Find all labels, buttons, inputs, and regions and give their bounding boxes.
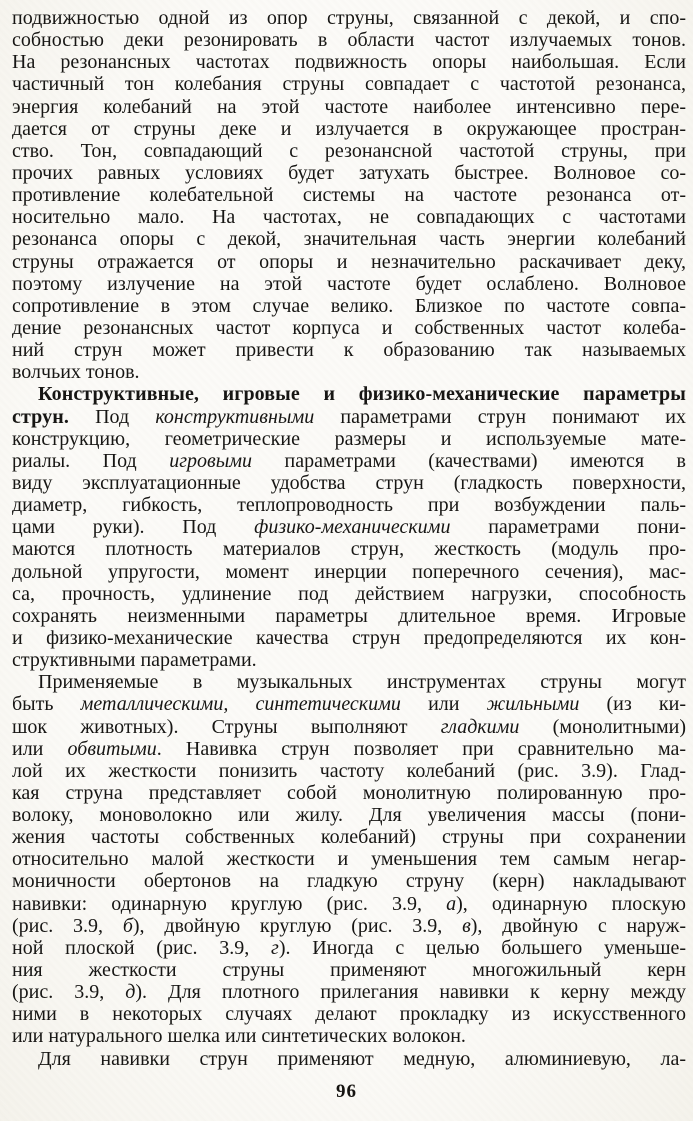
body-text: ними в некоторых случаях делают прокладку из искусственного xyxy=(12,1003,686,1026)
body-text: дение резонансных частот корпуса и собственных частот колеба- xyxy=(12,316,686,339)
italic-text: физико-механическими xyxy=(254,516,451,539)
body-text: подвижностью одной из опор струны, связанной с декой, и спо- xyxy=(12,7,686,29)
italic-text: обвитыми xyxy=(67,737,157,760)
text-line xyxy=(12,981,686,1003)
body-text: ). Для плотного прилегания навивки к керну между xyxy=(135,981,686,1004)
italic-text: д xyxy=(125,981,136,1004)
body-text: ной плоской (рис. 3.9, xyxy=(12,936,271,959)
italic-text: а xyxy=(446,892,457,915)
text-line xyxy=(12,561,686,583)
body-text: быть xyxy=(12,693,81,716)
text-line xyxy=(12,870,686,892)
text-line xyxy=(12,450,686,472)
body-text: Для навивки струн применяют медную, алюминиевую, ла- xyxy=(38,1047,686,1070)
italic-text: игровыми xyxy=(169,449,253,472)
body-text: (монолитными) xyxy=(519,715,687,738)
page-number: 96 xyxy=(336,1081,357,1102)
text-line xyxy=(12,184,686,206)
body-text: сохранять неизменными параметры длительное время. Игровые xyxy=(12,604,686,627)
text-line xyxy=(12,51,686,73)
text-line xyxy=(12,228,686,250)
italic-text: в xyxy=(462,914,471,937)
italic-text: металлическими, синтетическими xyxy=(80,693,401,716)
text-line xyxy=(12,693,686,715)
text-line xyxy=(12,383,686,405)
text-line xyxy=(12,206,686,228)
text-line xyxy=(12,295,686,317)
text-line xyxy=(12,649,686,671)
body-text: частичный тон колебания струны совпадает с частотой резонанса, xyxy=(12,73,686,96)
text-line xyxy=(12,361,686,383)
text-line xyxy=(12,804,686,826)
body-text: ), двойную круглую (рис. 3.9, xyxy=(132,914,463,937)
text-line xyxy=(12,915,686,937)
bold-text: Конструктивные, игровые и физико-механические параметры xyxy=(38,383,686,406)
body-text: (рис. 3.9, xyxy=(12,914,123,937)
body-text: навивки: одинарную круглую (рис. 3.9, xyxy=(12,892,447,915)
body-text: . Навивка струн позволяет при сравнительно ма- xyxy=(156,737,687,760)
text-line xyxy=(12,893,686,915)
text-line xyxy=(12,118,686,140)
body-text: параметрами струн понимают их xyxy=(314,405,687,428)
body-text: На резонансных частотах подвижность опоры наибольшая. Если xyxy=(12,51,686,74)
text-line xyxy=(12,7,686,29)
body-text: диаметр, гибкость, теплопроводность при возбуждении паль- xyxy=(12,494,686,517)
body-text: струны отражается от опоры и незначительно раскачивает деку, xyxy=(12,250,686,273)
italic-text: конструктивными xyxy=(155,405,315,428)
text-line xyxy=(12,406,686,428)
text-line xyxy=(12,29,686,51)
body-text: лой их жесткости понизить частоту колебаний (рис. 3.9). Глад- xyxy=(12,759,686,782)
body-text: кая струна представляет собой монолитную полированную про- xyxy=(12,781,686,804)
body-text: Под xyxy=(68,405,156,428)
body-text: (из ки- xyxy=(579,693,687,716)
text-line xyxy=(12,516,686,538)
body-text: или xyxy=(400,693,487,716)
body-text: дается от струны деке и излучается в окружающее простран- xyxy=(12,117,686,140)
body-text: поэтому излучение на этой частоте будет ослаблено. Волновое xyxy=(12,272,686,295)
text-line xyxy=(12,317,686,339)
text-line xyxy=(12,671,686,693)
italic-text: б xyxy=(122,914,133,937)
italic-text: гладкими xyxy=(440,715,520,738)
body-text: са, прочность, удлинение под действием нагрузки, способность xyxy=(12,582,686,605)
body-text: моничности обертонов на гладкую струну (керн) накладывают xyxy=(12,870,686,893)
text-line xyxy=(12,937,686,959)
text-line xyxy=(12,738,686,760)
text-line xyxy=(12,627,686,649)
text-line xyxy=(12,140,686,162)
text-line xyxy=(12,782,686,804)
body-text: резонанса опоры с декой, значительная часть энергии колебаний xyxy=(12,228,686,251)
body-text: относительно малой жесткости и уменьшения тем самым негар- xyxy=(12,848,686,871)
text-line xyxy=(12,760,686,782)
body-text: прочих равных условиях будет затухать быстрее. Волновое со- xyxy=(12,161,686,184)
body-text: волчьих тонов. xyxy=(12,361,140,384)
text-line xyxy=(12,494,686,516)
body-text: противление колебательной системы на частоте резонанса от- xyxy=(12,184,686,207)
body-text: собностью деки резонировать в области частот излучаемых тонов. xyxy=(12,29,686,52)
body-text: ), двойную с наруж- xyxy=(470,914,687,937)
text-line xyxy=(12,339,686,361)
text-line xyxy=(12,826,686,848)
body-text: ), одинарную плоскую xyxy=(456,892,687,915)
body-text: дольной упругости, момент инерции поперечного сечения), мас- xyxy=(12,560,686,583)
text-line xyxy=(12,428,686,450)
body-text: ний струн может привести к образованию так называемых xyxy=(12,339,686,362)
italic-text: г xyxy=(271,936,279,959)
text-line xyxy=(12,959,686,981)
body-text: ). Иногда с целью большего уменьше- xyxy=(278,936,687,959)
body-text: волоку, моноволокно или жилу. Для увеличения массы (пони- xyxy=(12,804,686,827)
text-line xyxy=(12,162,686,184)
body-text: Применяемые в музыкальных инструментах струны могут xyxy=(38,671,686,694)
text-line xyxy=(12,716,686,738)
text-line xyxy=(12,1003,686,1025)
text-line xyxy=(12,73,686,95)
body-text: параметрами пони- xyxy=(450,516,686,539)
text-line xyxy=(12,848,686,870)
body-text: энергия колебаний на этой частоте наиболее интенсивно пере- xyxy=(12,95,686,118)
body-text: шок животных). Струны выполняют xyxy=(12,715,441,738)
text-line xyxy=(12,96,686,118)
text-line xyxy=(12,538,686,560)
text-line xyxy=(12,1025,686,1047)
body-text: и физико-механические качества струн предопределяются их кон- xyxy=(12,626,686,649)
body-text: носительно мало. На частотах, не совпадающих с частотами xyxy=(12,206,686,229)
bold-text: струн. xyxy=(12,405,69,428)
body-text: (рис. 3.9, xyxy=(12,981,126,1004)
body-text: маются плотность материалов струн, жесткость (модуль про- xyxy=(12,538,686,561)
body-text: или xyxy=(12,737,68,760)
body-text: жения частоты собственных колебаний) струны при сохранении xyxy=(12,826,686,849)
body-text: виду эксплуатационные удобства струн (гладкость поверхности, xyxy=(12,471,686,494)
body-text: параметрами (качествами) имеются в xyxy=(252,449,687,472)
text-line xyxy=(12,1048,686,1070)
text-line xyxy=(12,251,686,273)
italic-text: жильными xyxy=(486,693,580,716)
body-text: или натурального шелка или синтетических волокон. xyxy=(12,1025,466,1048)
text-line xyxy=(12,583,686,605)
body-text: конструкцию, геометрические размеры и используемые мате- xyxy=(12,427,686,450)
body-text: риалы. Под xyxy=(12,449,170,472)
text-line xyxy=(12,472,686,494)
body-text: сопротивление в этом случае велико. Близкое по частоте совпа- xyxy=(12,294,686,317)
text-column xyxy=(12,7,686,1070)
text-line xyxy=(12,605,686,627)
text-line xyxy=(12,273,686,295)
body-text: цами руки). Под xyxy=(12,516,255,539)
body-text: ство. Тон, совпадающий с резонансной частотой струны, при xyxy=(12,139,686,162)
body-text: структивными параметрами. xyxy=(12,649,257,672)
body-text: ния жесткости струны применяют многожильный керн xyxy=(12,959,686,982)
